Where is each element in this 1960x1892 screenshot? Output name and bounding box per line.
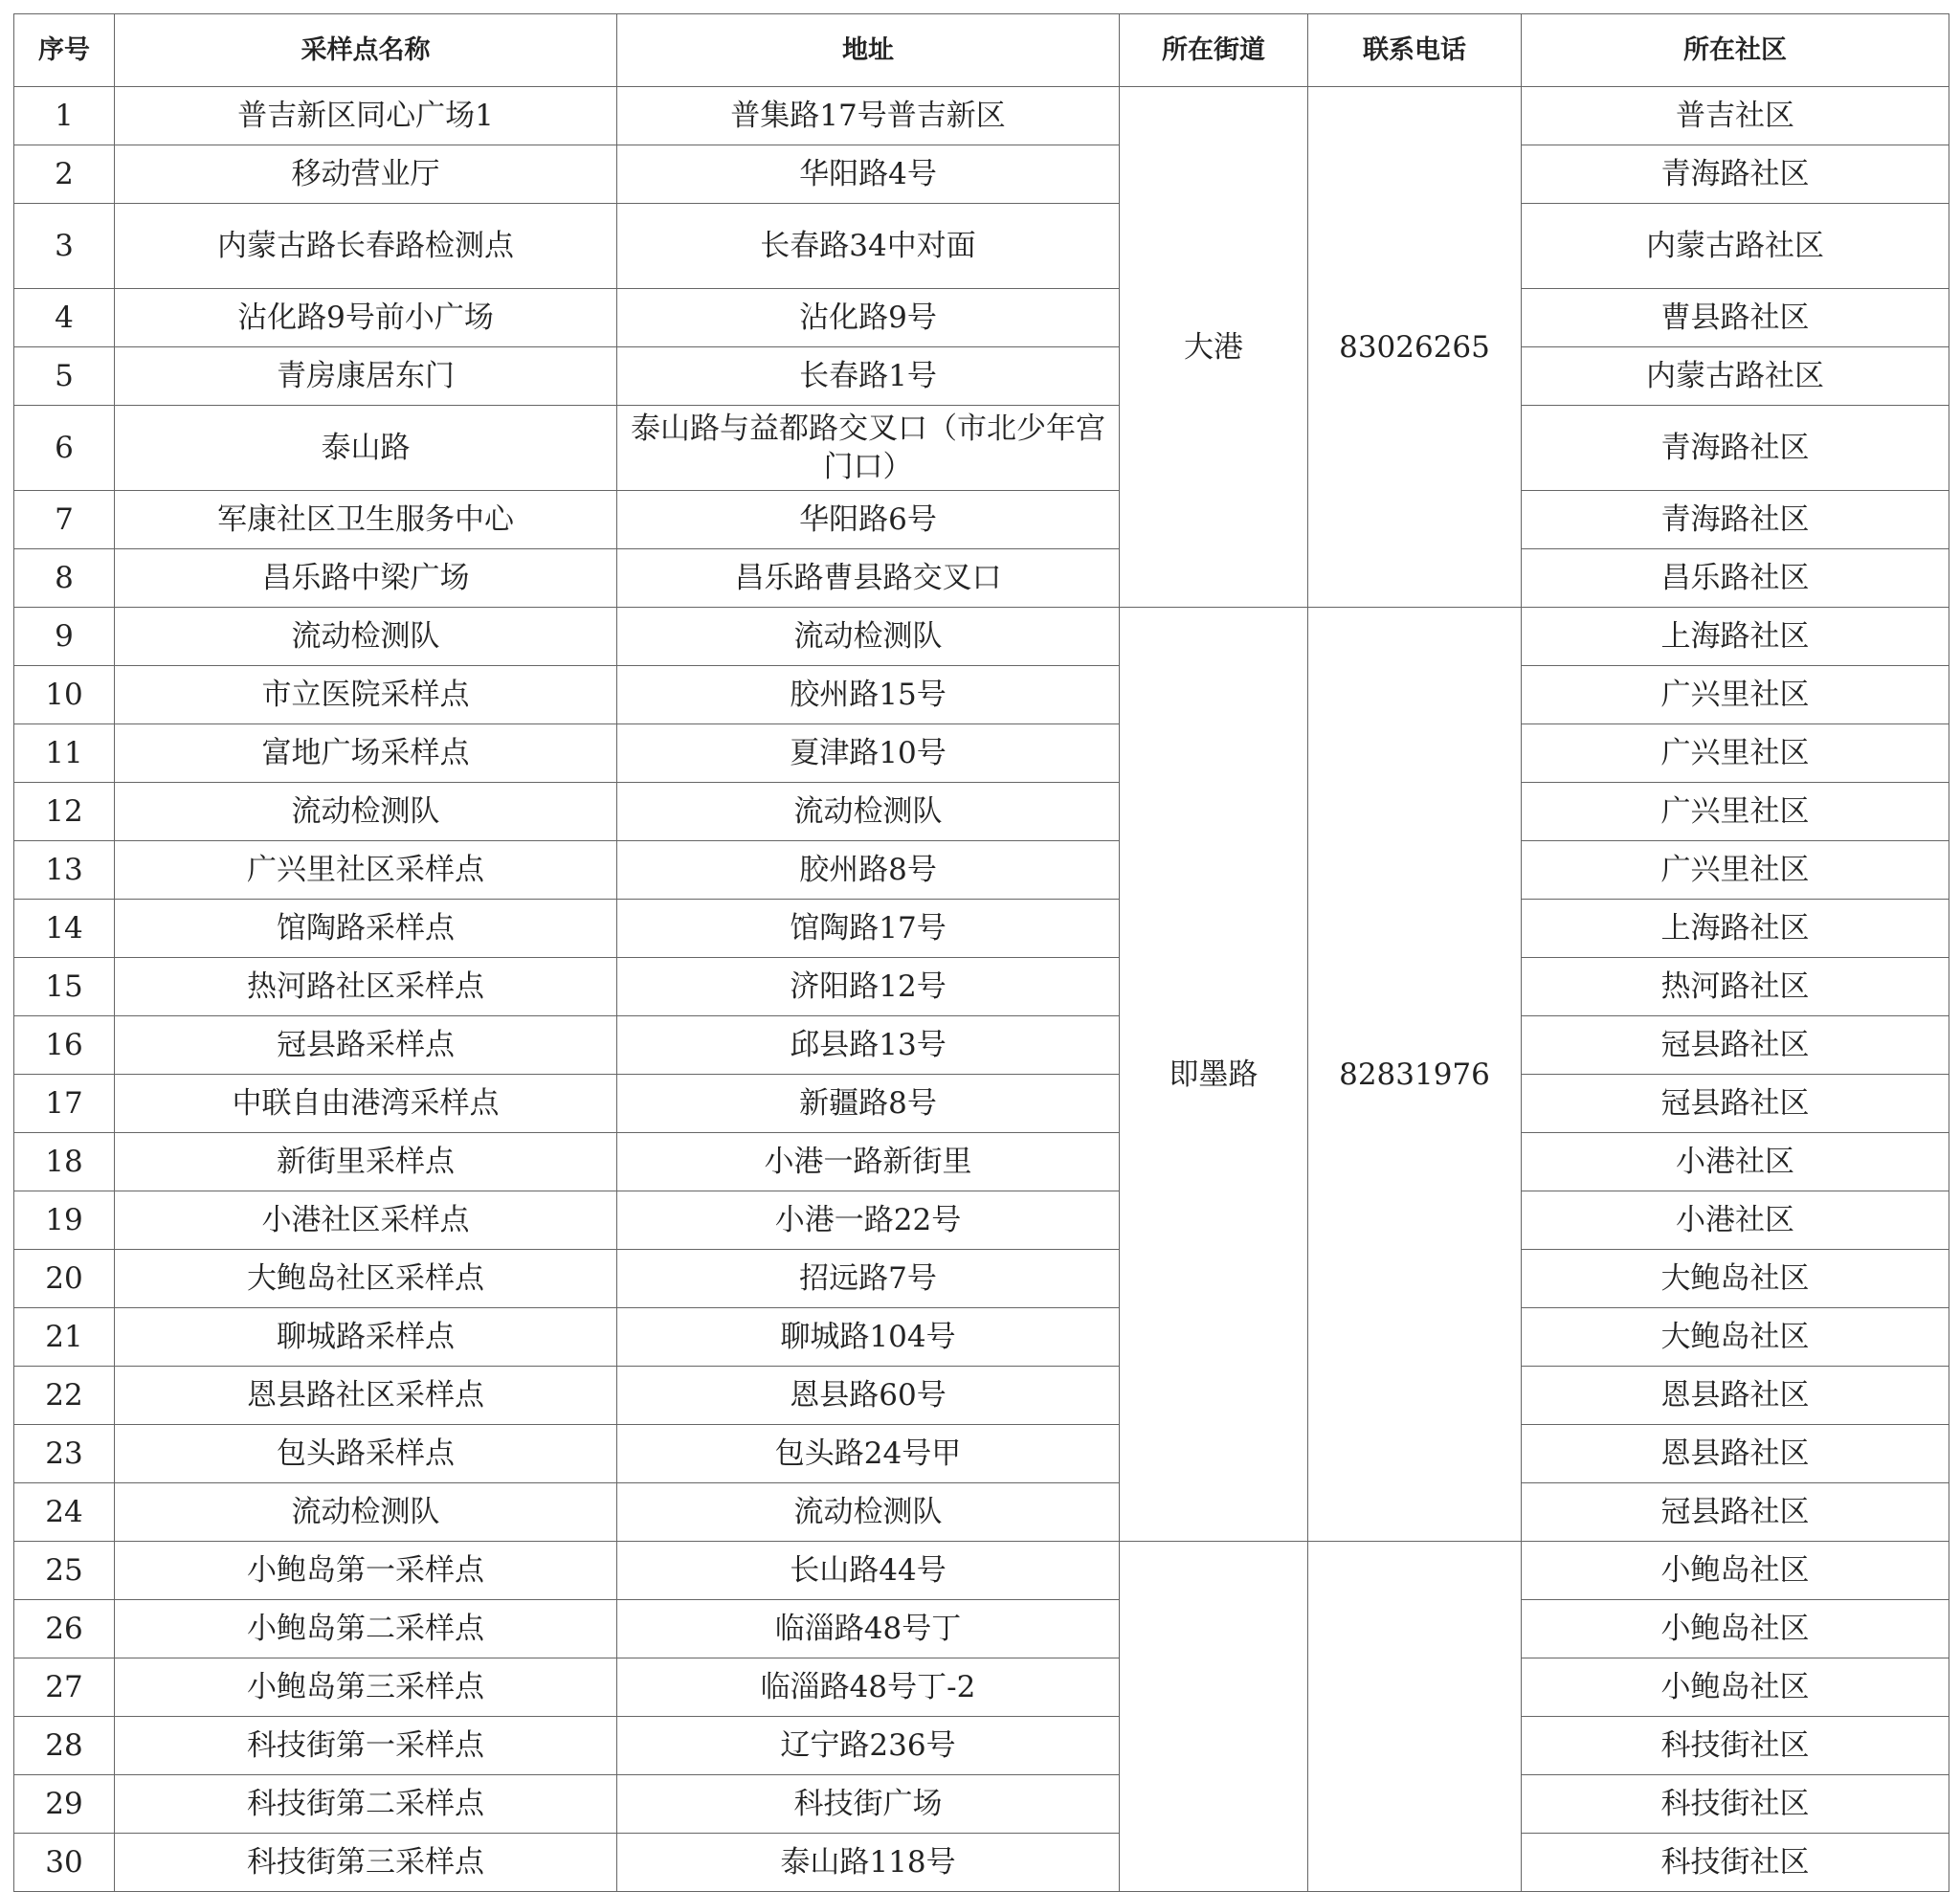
cell-address: 胶州路15号 [617,666,1120,724]
cell-site-name: 沾化路9号前小广场 [115,289,617,347]
cell-address: 辽宁路236号 [617,1717,1120,1775]
cell-phone [1308,1542,1522,1892]
table-row [14,347,1949,406]
cell-phone: 83026265 [1308,87,1522,608]
table-row [14,1600,1949,1658]
table-row [14,1483,1949,1542]
table-row [14,1542,1949,1600]
cell-community: 冠县路社区 [1522,1483,1949,1542]
cell-seq: 21 [14,1308,115,1367]
cell-community: 冠县路社区 [1522,1016,1949,1075]
table-row [14,900,1949,958]
cell-site-name: 流动检测队 [115,608,617,666]
cell-community: 普吉社区 [1522,87,1949,145]
table-row [14,145,1949,204]
header-seq: 序号 [14,14,115,87]
cell-street [1120,1542,1308,1892]
cell-seq: 7 [14,491,115,549]
cell-address: 胶州路8号 [617,841,1120,900]
cell-site-name: 科技街第三采样点 [115,1834,617,1892]
cell-community: 曹县路社区 [1522,289,1949,347]
cell-seq: 27 [14,1658,115,1717]
cell-address: 招远路7号 [617,1250,1120,1308]
cell-site-name: 馆陶路采样点 [115,900,617,958]
cell-community: 广兴里社区 [1522,666,1949,724]
cell-site-name: 昌乐路中梁广场 [115,549,617,608]
cell-address: 华阳路6号 [617,491,1120,549]
cell-community: 恩县路社区 [1522,1367,1949,1425]
cell-seq: 16 [14,1016,115,1075]
cell-site-name: 泰山路 [115,406,617,491]
cell-site-name: 内蒙古路长春路检测点 [115,204,617,289]
cell-address: 恩县路60号 [617,1367,1120,1425]
cell-phone: 82831976 [1308,608,1522,1542]
cell-address: 长山路44号 [617,1542,1120,1600]
cell-address: 流动检测队 [617,783,1120,841]
cell-address: 昌乐路曹县路交叉口 [617,549,1120,608]
cell-site-name: 军康社区卫生服务中心 [115,491,617,549]
cell-seq: 2 [14,145,115,204]
table-row [14,724,1949,783]
cell-seq: 17 [14,1075,115,1133]
cell-address: 聊城路104号 [617,1308,1120,1367]
cell-address: 新疆路8号 [617,1075,1120,1133]
cell-site-name: 恩县路社区采样点 [115,1367,617,1425]
table-row [14,1308,1949,1367]
cell-community: 冠县路社区 [1522,1075,1949,1133]
cell-site-name: 热河路社区采样点 [115,958,617,1016]
cell-seq: 15 [14,958,115,1016]
cell-site-name: 新街里采样点 [115,1133,617,1191]
header-row [14,14,1949,87]
table-row [14,1191,1949,1250]
cell-seq: 24 [14,1483,115,1542]
table-row [14,1016,1949,1075]
cell-site-name: 大鲍岛社区采样点 [115,1250,617,1308]
header-community: 所在社区 [1522,14,1949,87]
cell-seq: 25 [14,1542,115,1600]
table-row [14,1250,1949,1308]
cell-seq: 11 [14,724,115,783]
header-address: 地址 [617,14,1120,87]
cell-seq: 12 [14,783,115,841]
cell-community: 内蒙古路社区 [1522,347,1949,406]
cell-seq: 30 [14,1834,115,1892]
cell-site-name: 聊城路采样点 [115,1308,617,1367]
cell-site-name: 科技街第二采样点 [115,1775,617,1834]
cell-address: 科技街广场 [617,1775,1120,1834]
table-row [14,1133,1949,1191]
cell-address: 流动检测队 [617,1483,1120,1542]
cell-seq: 1 [14,87,115,145]
cell-community: 大鲍岛社区 [1522,1250,1949,1308]
cell-community: 上海路社区 [1522,900,1949,958]
cell-community: 内蒙古路社区 [1522,204,1949,289]
table-row [14,406,1949,491]
cell-site-name: 移动营业厅 [115,145,617,204]
table-row [14,958,1949,1016]
cell-address: 临淄路48号丁 [617,1600,1120,1658]
cell-address: 普集路17号普吉新区 [617,87,1120,145]
cell-address: 小港一路新街里 [617,1133,1120,1191]
cell-community: 上海路社区 [1522,608,1949,666]
cell-seq: 4 [14,289,115,347]
cell-address: 泰山路118号 [617,1834,1120,1892]
cell-community: 科技街社区 [1522,1834,1949,1892]
cell-community: 青海路社区 [1522,406,1949,491]
cell-community: 恩县路社区 [1522,1425,1949,1483]
cell-community: 广兴里社区 [1522,841,1949,900]
cell-site-name: 小鲍岛第三采样点 [115,1658,617,1717]
cell-seq: 19 [14,1191,115,1250]
cell-community: 小鲍岛社区 [1522,1658,1949,1717]
cell-site-name: 中联自由港湾采样点 [115,1075,617,1133]
cell-site-name: 小鲍岛第二采样点 [115,1600,617,1658]
cell-community: 昌乐路社区 [1522,549,1949,608]
cell-seq: 5 [14,347,115,406]
cell-address: 济阳路12号 [617,958,1120,1016]
cell-street: 大港 [1120,87,1308,608]
cell-site-name: 小鲍岛第一采样点 [115,1542,617,1600]
cell-address: 长春路1号 [617,347,1120,406]
cell-site-name: 流动检测队 [115,783,617,841]
table-row [14,608,1949,666]
header-phone: 联系电话 [1308,14,1522,87]
header-site-name: 采样点名称 [115,14,617,87]
cell-address: 沾化路9号 [617,289,1120,347]
cell-street: 即墨路 [1120,608,1308,1542]
cell-seq: 8 [14,549,115,608]
cell-site-name: 科技街第一采样点 [115,1717,617,1775]
cell-community: 小港社区 [1522,1133,1949,1191]
cell-community: 青海路社区 [1522,491,1949,549]
table-row [14,1367,1949,1425]
table-row [14,1834,1949,1892]
table-row [14,1425,1949,1483]
cell-site-name: 小港社区采样点 [115,1191,617,1250]
cell-community: 青海路社区 [1522,145,1949,204]
cell-address: 临淄路48号丁-2 [617,1658,1120,1717]
cell-community: 小鲍岛社区 [1522,1542,1949,1600]
table-row [14,549,1949,608]
table-row [14,1658,1949,1717]
table-row [14,289,1949,347]
cell-community: 小港社区 [1522,1191,1949,1250]
cell-address: 邱县路13号 [617,1016,1120,1075]
table-row [14,204,1949,289]
cell-site-name: 青房康居东门 [115,347,617,406]
cell-community: 广兴里社区 [1522,783,1949,841]
header-street: 所在街道 [1120,14,1308,87]
cell-site-name: 冠县路采样点 [115,1016,617,1075]
cell-seq: 29 [14,1775,115,1834]
table-row [14,1075,1949,1133]
cell-address: 华阳路4号 [617,145,1120,204]
table-body [14,87,1949,1892]
cell-site-name: 包头路采样点 [115,1425,617,1483]
sampling-sites-table [13,13,1949,1892]
cell-seq: 14 [14,900,115,958]
cell-seq: 9 [14,608,115,666]
cell-community: 热河路社区 [1522,958,1949,1016]
table-row [14,783,1949,841]
table-row [14,1775,1949,1834]
cell-seq: 23 [14,1425,115,1483]
cell-community: 科技街社区 [1522,1775,1949,1834]
cell-community: 广兴里社区 [1522,724,1949,783]
cell-site-name: 流动检测队 [115,1483,617,1542]
cell-seq: 18 [14,1133,115,1191]
cell-address: 小港一路22号 [617,1191,1120,1250]
cell-seq: 26 [14,1600,115,1658]
table-row [14,87,1949,145]
cell-seq: 10 [14,666,115,724]
table-row [14,1717,1949,1775]
cell-seq: 22 [14,1367,115,1425]
cell-seq: 28 [14,1717,115,1775]
cell-site-name: 普吉新区同心广场1 [115,87,617,145]
cell-community: 大鲍岛社区 [1522,1308,1949,1367]
cell-address: 长春路34中对面 [617,204,1120,289]
cell-address: 馆陶路17号 [617,900,1120,958]
cell-site-name: 广兴里社区采样点 [115,841,617,900]
cell-address: 流动检测队 [617,608,1120,666]
cell-address: 夏津路10号 [617,724,1120,783]
cell-community: 小鲍岛社区 [1522,1600,1949,1658]
table-row [14,841,1949,900]
table-row [14,666,1949,724]
cell-seq: 13 [14,841,115,900]
cell-site-name: 市立医院采样点 [115,666,617,724]
cell-seq: 3 [14,204,115,289]
table-row [14,491,1949,549]
cell-seq: 20 [14,1250,115,1308]
cell-community: 科技街社区 [1522,1717,1949,1775]
cell-site-name: 富地广场采样点 [115,724,617,783]
cell-seq: 6 [14,406,115,491]
cell-address: 包头路24号甲 [617,1425,1120,1483]
cell-address: 泰山路与益都路交叉口（市北少年宫门口） [617,406,1120,491]
